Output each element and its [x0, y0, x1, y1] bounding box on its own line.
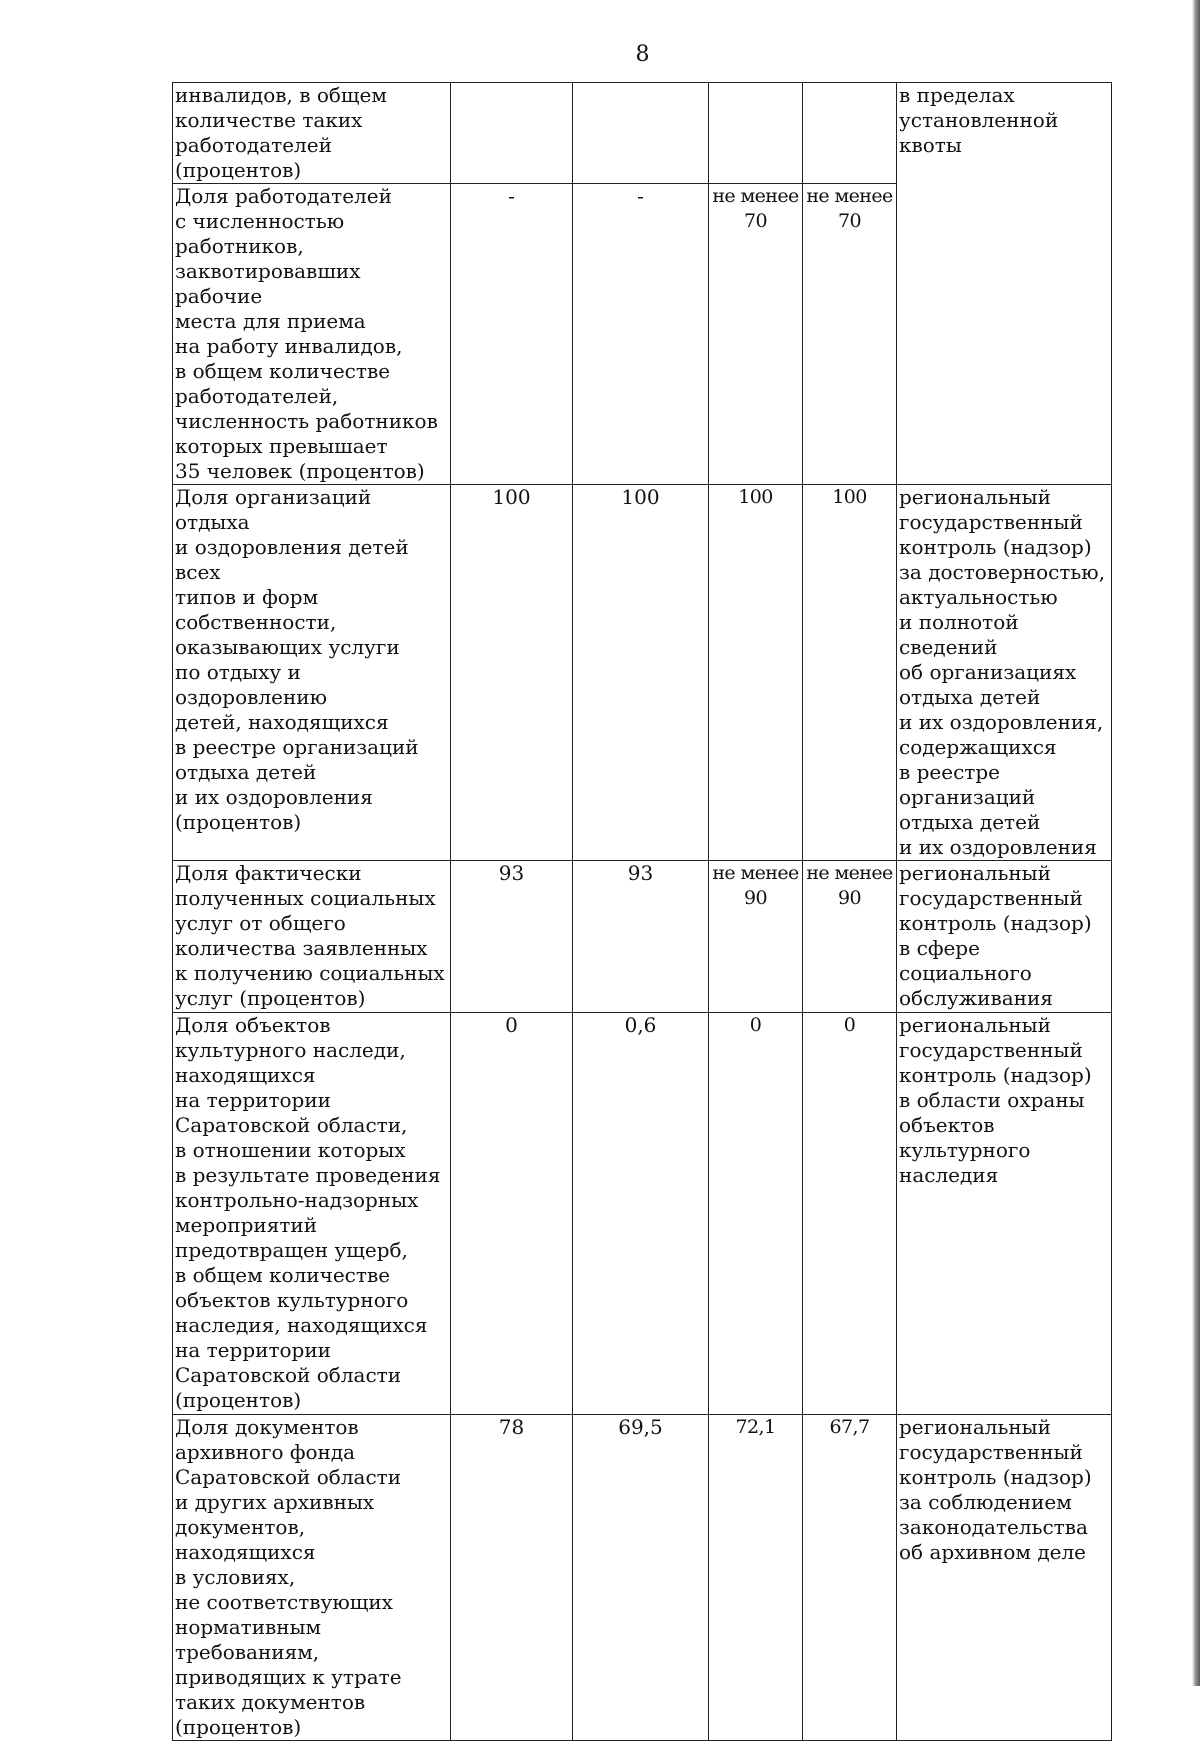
control-type-cell: региональный государственный контроль (надзор) за соблюдением законодательства об архивном деле: [897, 1415, 1112, 1741]
control-type-cell: региональный государственный контроль (надзор) в области охраны объектов культурного наследия: [897, 1013, 1112, 1415]
control-type-cell: региональный государственный контроль (надзор) за достоверностью, актуальностью и полнотой сведений об организациях отдыха детей и их оздоровления, содержащихся в реестре организаций отдыха детей и их оздоровления: [897, 485, 1112, 861]
table-row: [173, 861, 1112, 1013]
value-cell: не менее 70: [709, 184, 803, 485]
value-cell: не менее 90: [709, 861, 803, 1013]
value-cell: 72,1: [709, 1415, 803, 1741]
control-type-cell: в пределах установленной квоты: [897, 83, 1112, 485]
value-cell: 69,5: [573, 1415, 709, 1741]
value-cell: 0: [451, 1013, 573, 1415]
value-cell: [451, 83, 573, 184]
value-cell: 100: [451, 485, 573, 861]
value-cell: [709, 83, 803, 184]
value-cell: 0: [803, 1013, 897, 1415]
table-row: [173, 1013, 1112, 1415]
table-row: [173, 83, 1112, 184]
table-row: [173, 485, 1112, 861]
indicators-table: [172, 82, 1112, 1741]
indicator-cell: инвалидов, в общем количестве таких работодателей (процентов): [173, 83, 451, 184]
table-row: [173, 1415, 1112, 1741]
page-number: 8: [635, 42, 650, 67]
indicator-cell: Доля работодателей с численностью работников, заквотировавших рабочие места для приема на работу инвалидов, в общем количестве работодателей, численность работников которых превышает 35 человек (процентов): [173, 184, 451, 485]
value-cell: не менее 90: [803, 861, 897, 1013]
value-cell: 100: [573, 485, 709, 861]
value-cell: -: [573, 184, 709, 485]
value-cell: 0,6: [573, 1013, 709, 1415]
indicator-cell: Доля документов архивного фонда Саратовской области и других архивных документов, находящихся в условиях, не соответствующих нормативным требованиям, приводящих к утрате таких документов (процентов): [173, 1415, 451, 1741]
value-cell: 78: [451, 1415, 573, 1741]
value-cell: не менее 70: [803, 184, 897, 485]
value-cell: -: [451, 184, 573, 485]
control-type-cell: региональный государственный контроль (надзор) в сфере социального обслуживания: [897, 861, 1112, 1013]
value-cell: 67,7: [803, 1415, 897, 1741]
value-cell: 100: [709, 485, 803, 861]
indicator-cell: Доля фактически полученных социальных услуг от общего количества заявленных к получению социальных услуг (процентов): [173, 861, 451, 1013]
indicator-cell: Доля объектов культурного наследи, находящихся на территории Саратовской области, в отношении которых в результате проведения контрольно-надзорных мероприятий предотвращен ущерб, в общем количестве объектов культурного наследия, находящихся на территории Саратовской области (процентов): [173, 1013, 451, 1415]
indicator-cell: Доля организаций отдыха и оздоровления детей всех типов и форм собственности, оказывающих услуги по отдыху и оздоровлению детей, находящихся в реестре организаций отдыха детей и их оздоровления (процентов): [173, 485, 451, 861]
value-cell: 93: [573, 861, 709, 1013]
value-cell: [573, 83, 709, 184]
value-cell: [803, 83, 897, 184]
value-cell: 0: [709, 1013, 803, 1415]
value-cell: 100: [803, 485, 897, 861]
scan-edge-shadow: [1192, 0, 1200, 1686]
value-cell: 93: [451, 861, 573, 1013]
